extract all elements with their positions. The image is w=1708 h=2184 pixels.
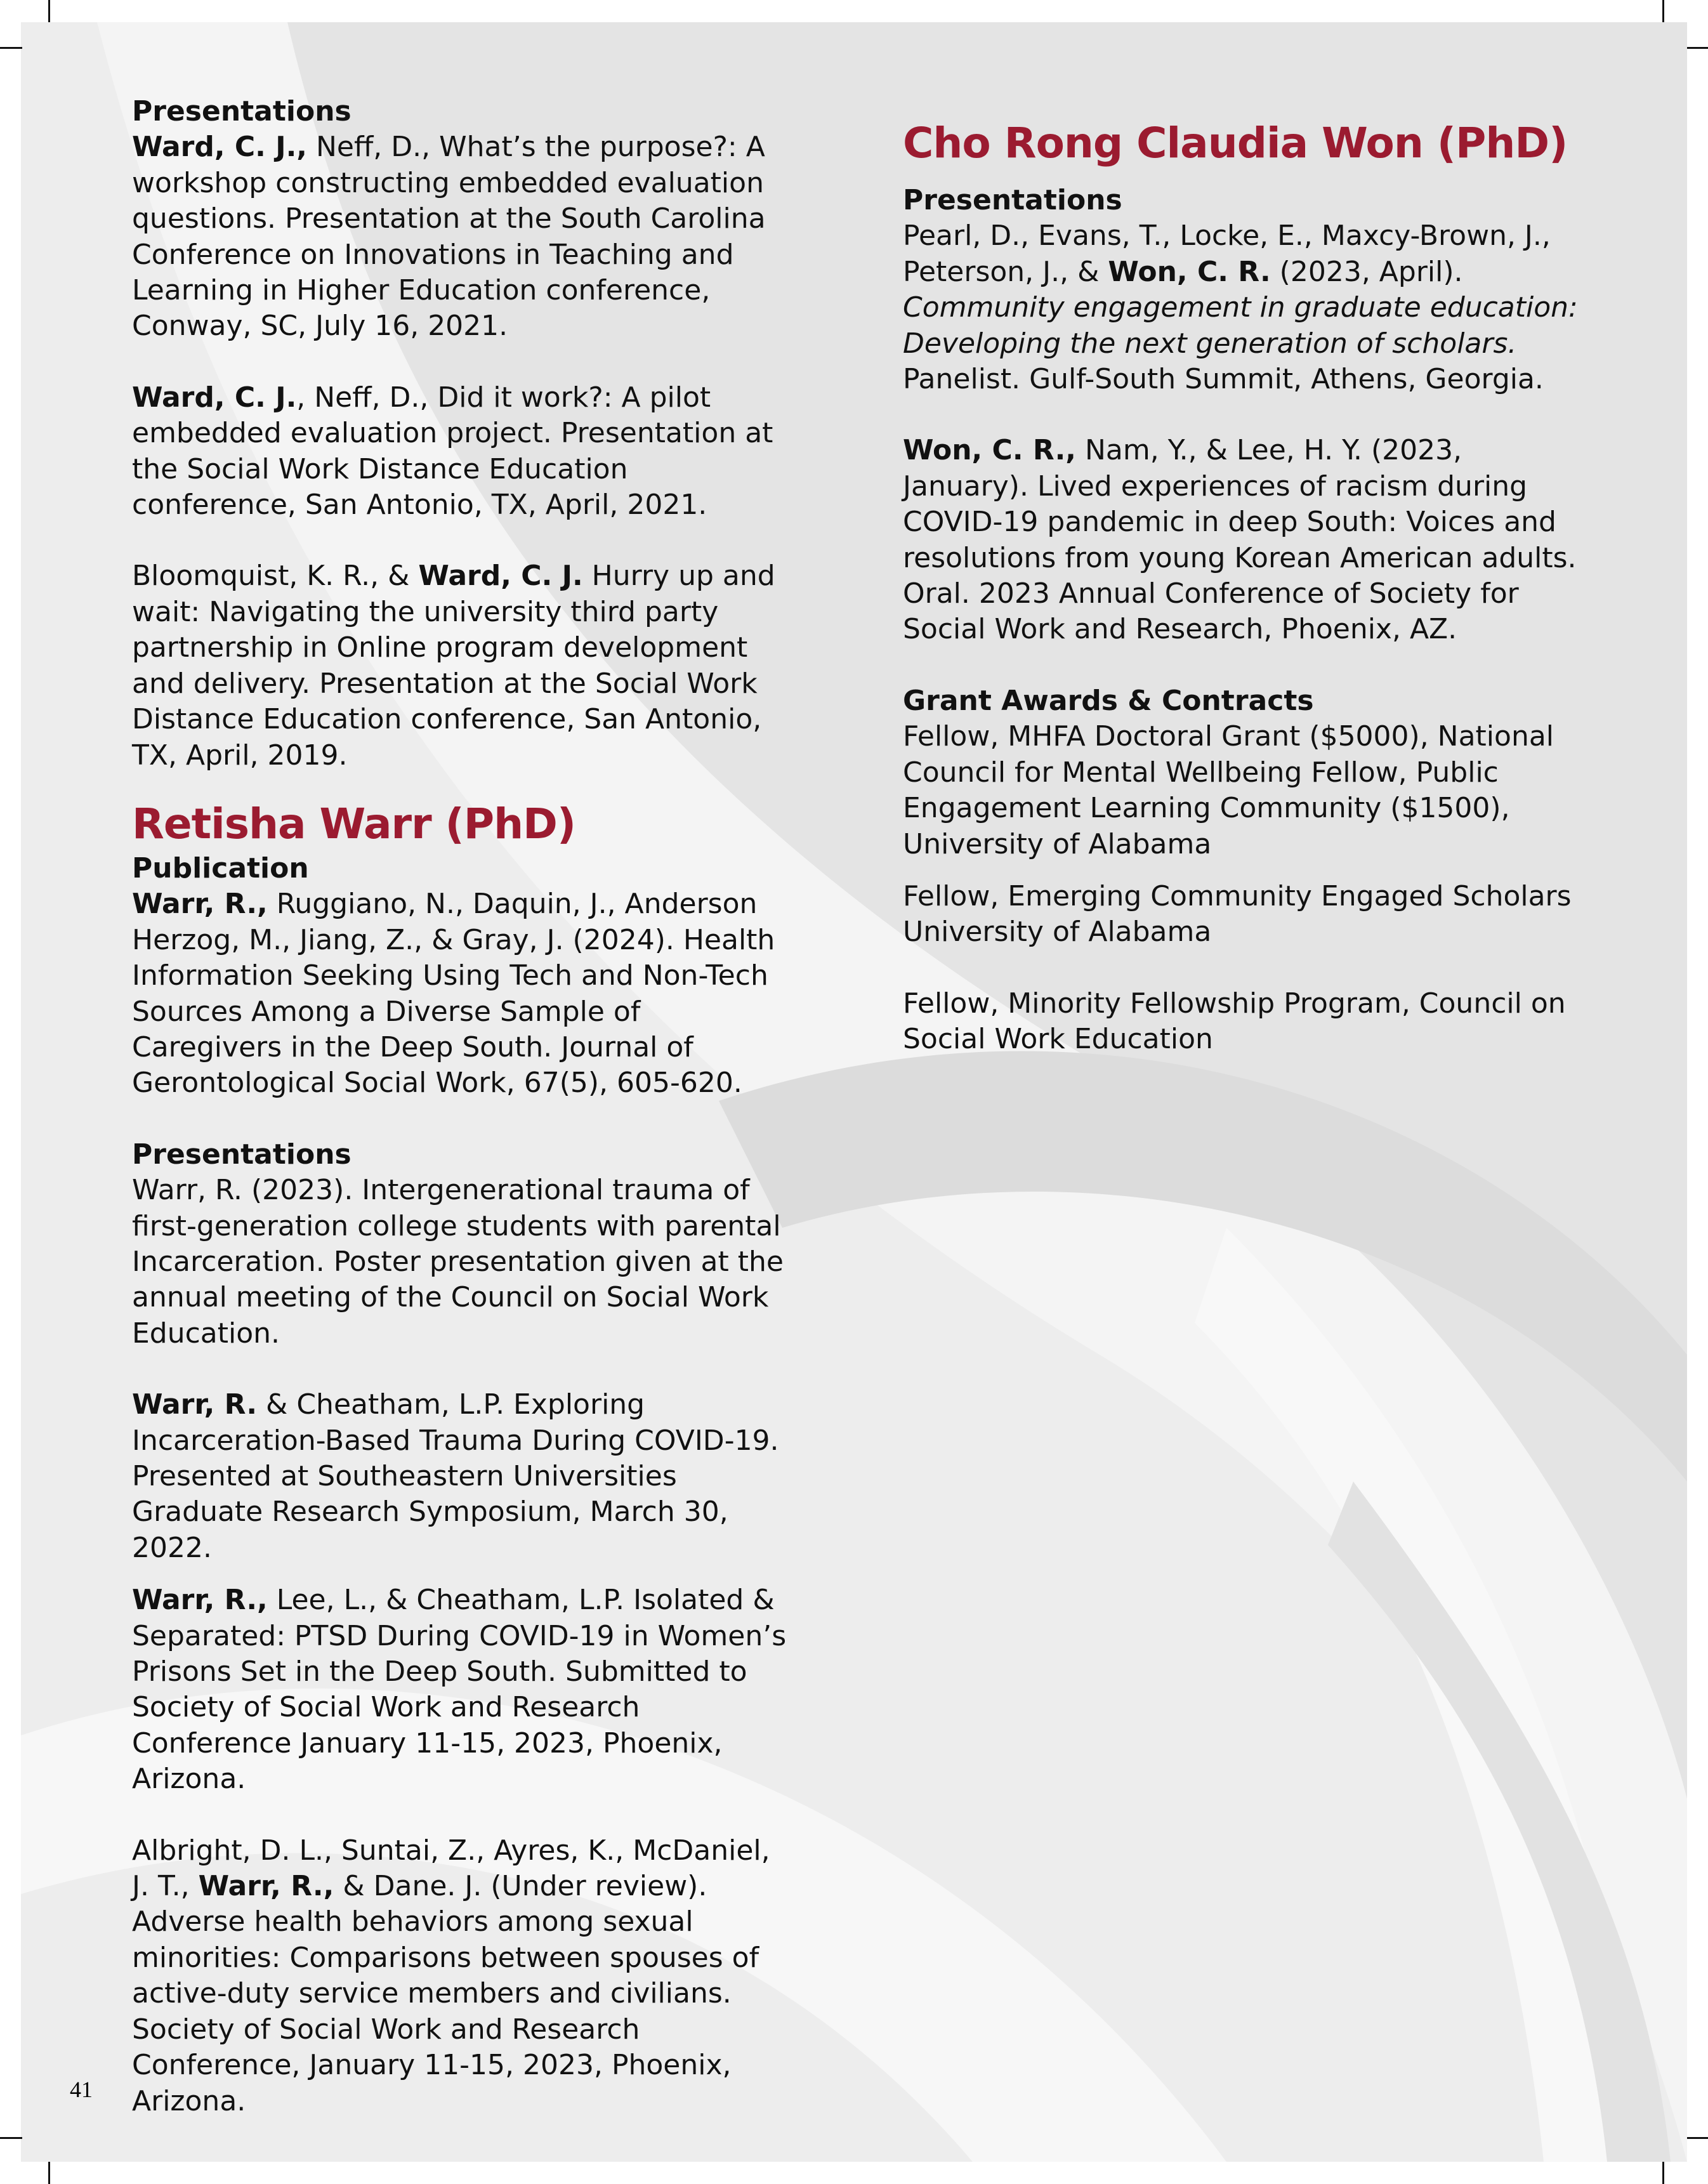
grant-entry: Fellow, Emerging Community Engaged Scholars University of Alabama xyxy=(903,879,1572,949)
citation: Albright, D. L., Suntai, Z., Ayres, K., McDaniel, J. T., Warr, R., & Dane. J. (Under review). Adverse health behaviors among sexual minorities: Comparisons between spouses of active-duty service members and civilians. Society of Social Work and Research Conference, January 11-15, 2023, Phoenix, Arizona. xyxy=(132,1834,770,2117)
section-heading: Presentations xyxy=(132,1138,351,1171)
crop-mark xyxy=(0,2137,22,2139)
citation: Warr, R., Lee, L., & Cheatham, L.P. Isolated & Separated: PTSD During COVID-19 in Women’s Prisons Set in the Deep South. Submitted to Society of Social Work and Research Conference January 11-15, 2023, Phoenix, Arizona. xyxy=(132,1584,787,1796)
crop-mark xyxy=(48,0,50,22)
left-column xyxy=(132,94,792,2119)
citation: Warr, R., Ruggiano, N., Daquin, J., Anderson Herzog, M., Jiang, Z., & Gray, J. (2024). Health Information Seeking Using Tech and Non-Tech Sources Among a Diverse Sample of Caregivers in the Deep South. Journal of Gerontological Social Work, 67(5), 605-620. xyxy=(132,888,775,1100)
crop-mark xyxy=(48,2162,50,2184)
citation: Won, C. R., Nam, Y., & Lee, H. Y. (2023, January). Lived experiences of racism during COVID-19 pandemic in deep South: Voices and resolutions from young Korean American adults. Oral. 2023 Annual Conference of Society for Social Work and Research, Phoenix, AZ. xyxy=(903,434,1577,646)
citation: Pearl, D., Evans, T., Locke, E., Maxcy-Brown, J., Peterson, J., & Won, C. R. (2023, April). Community engagement in graduate education: Developing the next generation of scholars. Panelist. Gulf-South Summit, Athens, Georgia. xyxy=(903,220,1578,396)
crop-mark xyxy=(1662,2162,1664,2184)
citation: Bloomquist, K. R., & Ward, C. J. Hurry up and wait: Navigating the university third party partnership in Online program development and delivery. Presentation at the Social Work Distance Education conference, San Antonio, TX, April, 2019. xyxy=(132,560,775,772)
page-number: 41 xyxy=(70,2077,93,2102)
crop-mark xyxy=(0,47,22,49)
crop-mark xyxy=(1662,0,1664,22)
section-heading: Presentations xyxy=(903,184,1122,216)
crop-mark xyxy=(1687,2137,1708,2139)
citation: Ward, C. J., Neff, D., Did it work?: A pilot embedded evaluation project. Presentation at the Social Work Distance Education conference, San Antonio, TX, April, 2021. xyxy=(132,381,773,522)
crop-mark xyxy=(1687,47,1708,49)
person-name: Cho Rong Claudia Won (PhD) xyxy=(903,119,1568,168)
section-heading: Publication xyxy=(132,852,309,885)
person-name: Retisha Warr (PhD) xyxy=(132,799,576,848)
citation: Warr, R. & Cheatham, L.P. Exploring Incarceration-Based Trauma During COVID-19. Presented at Southeastern Universities Graduate Research Symposium, March 30, 2022. xyxy=(132,1388,779,1564)
right-column xyxy=(903,117,1588,1058)
grant-entry: Fellow, MHFA Doctoral Grant ($5000), National Council for Mental Wellbeing Fellow, Public Engagement Learning Community ($1500), University of Alabama xyxy=(903,720,1554,860)
section-heading: Grant Awards & Contracts xyxy=(903,684,1314,717)
citation: Warr, R. (2023). Intergenerational trauma of first-generation college students with parental Incarceration. Poster presentation given at the annual meeting of the Council on Social Work Education. xyxy=(132,1174,784,1350)
section-heading: Presentations xyxy=(132,95,351,128)
citation: Ward, C. J., Neff, D., What’s the purpose?: A workshop constructing embedded evaluation questions. Presentation at the South Carolina Conference on Innovations in Teaching and Learning in Higher Education conference, Conway, SC, July 16, 2021. xyxy=(132,131,766,343)
grant-entry: Fellow, Minority Fellowship Program, Council on Social Work Education xyxy=(903,987,1566,1056)
